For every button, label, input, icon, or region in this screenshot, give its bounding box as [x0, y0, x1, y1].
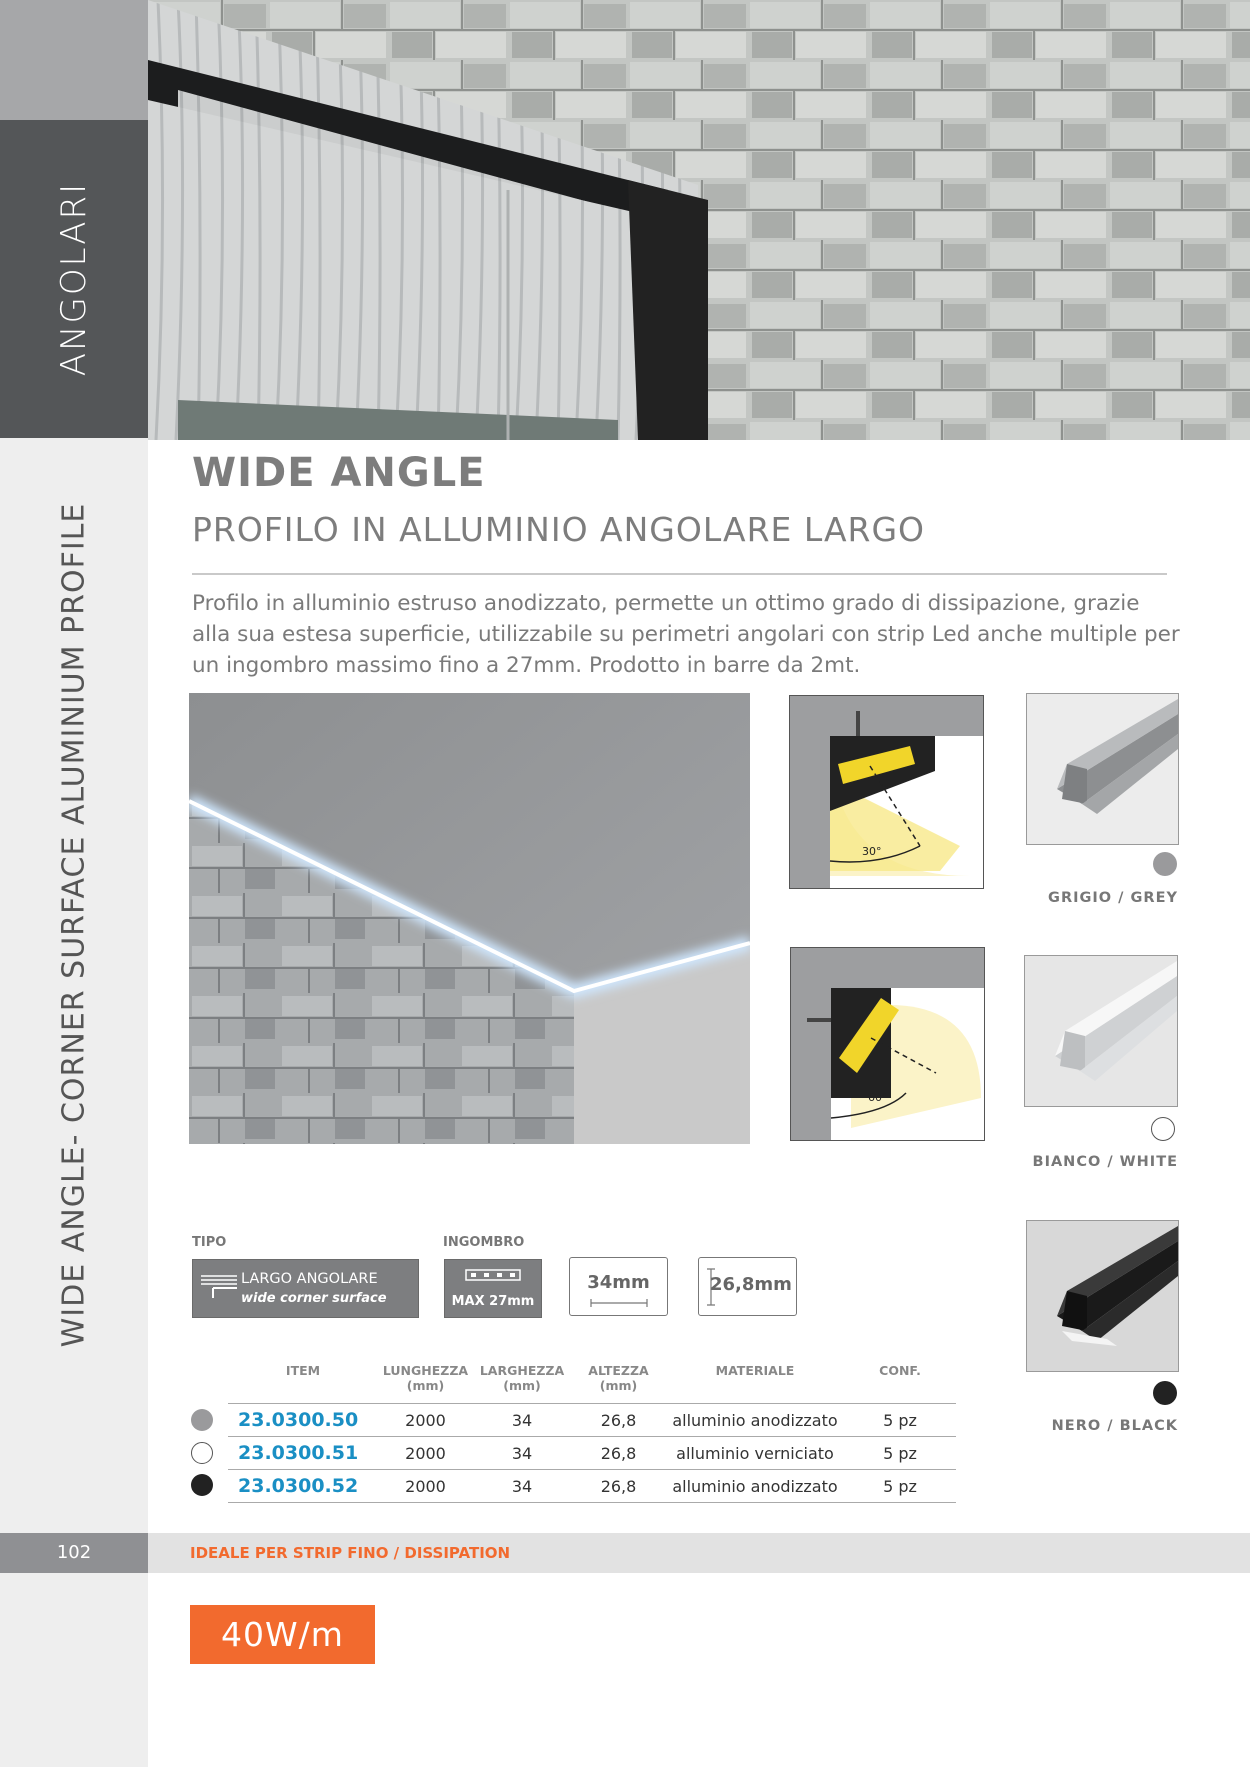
row-color-dot-grey [191, 1409, 213, 1431]
cell-altezza: 26,8 [571, 1470, 666, 1503]
color-label-grey: GRIGIO / GREY [1048, 890, 1178, 906]
sidebar-category-label: ANGOLARI [54, 181, 94, 377]
cell-materiale: alluminio verniciato [666, 1437, 844, 1470]
column-header: LUNGHEZZA (mm) [382, 1363, 469, 1393]
color-swatch-black [1153, 1381, 1177, 1405]
cell-altezza: 26,8 [571, 1437, 666, 1470]
product-table [228, 1363, 956, 1503]
diagram-angle-label: 30° [862, 845, 882, 858]
hero-photo [148, 0, 1250, 440]
product-subtitle: PROFILO IN ALLUMINIO ANGOLARE LARGO [192, 510, 926, 549]
power-badge: 40W/m [190, 1605, 375, 1664]
sidebar-top-block [0, 0, 148, 120]
column-header: CONF. [879, 1363, 921, 1378]
table-row [228, 1470, 956, 1503]
cell-materiale: alluminio anodizzato [666, 1470, 844, 1503]
header-divider [192, 573, 1167, 575]
ingombro-label: INGOMBRO [443, 1235, 525, 1250]
cell-lunghezza: 2000 [378, 1437, 473, 1470]
color-swatch-grey [1153, 852, 1177, 876]
row-color-dot-black [191, 1474, 213, 1496]
row-color-dot-white [191, 1442, 213, 1464]
item-code: 23.0300.52 [228, 1470, 378, 1503]
ideal-strip-text: IDEALE PER STRIP FINO / DISSIPATION [190, 1544, 511, 1562]
width-badge [569, 1257, 668, 1316]
product-description: Profilo in alluminio estruso anodizzato, permette un ottimo grado di dissipazione, grazie alla sua estesa superficie, utilizzabile su perimetri angolari con strip Led anche multiple per un ingombro massimo fino a 27mm. Prodotto in barre da 2mt. [192, 591, 1180, 678]
diagram-angle-label: 60° [868, 1091, 888, 1104]
width-value: 34mm [587, 1272, 650, 1293]
sidebar-vertical-title: WIDE ANGLE- CORNER SURFACE ALUMINIUM PROFILE [56, 502, 92, 1348]
ingombro-value: MAX 27mm [451, 1294, 535, 1309]
led-strip-icon [465, 1268, 521, 1282]
ingombro-badge [444, 1259, 542, 1318]
cell-altezza: 26,8 [571, 1404, 666, 1437]
color-label-white: BIANCO / WHITE [1032, 1154, 1178, 1170]
table-header-row [228, 1363, 956, 1404]
tipo-title: LARGO ANGOLARE [241, 1271, 378, 1287]
tipo-badge [192, 1259, 419, 1318]
item-code: 23.0300.51 [228, 1437, 378, 1470]
table-row [228, 1404, 956, 1437]
tipo-label: TIPO [192, 1235, 227, 1250]
column-header: ALTEZZA (mm) [588, 1363, 649, 1393]
cell-larghezza: 34 [473, 1470, 571, 1503]
corner-profile-icon [199, 1274, 239, 1304]
item-code: 23.0300.50 [228, 1404, 378, 1437]
table-row [228, 1437, 956, 1470]
tipo-subtitle: wide corner surface [241, 1291, 387, 1306]
height-value: 26,8mm [710, 1274, 792, 1295]
height-badge [698, 1257, 797, 1316]
color-label-black: NERO / BLACK [1051, 1418, 1178, 1434]
product-photo-white [1024, 955, 1178, 1107]
column-header: MATERIALE [715, 1363, 795, 1378]
column-header: ITEM [285, 1363, 321, 1378]
cell-lunghezza: 2000 [378, 1470, 473, 1503]
product-title: WIDE ANGLE [192, 450, 486, 496]
profile-diagram-60 [790, 947, 985, 1141]
color-swatch-white [1151, 1117, 1175, 1141]
product-photo-grey [1026, 693, 1179, 845]
page-number: 102 [56, 1542, 92, 1563]
column-header: LARGHEZZA (mm) [479, 1363, 565, 1393]
cell-larghezza: 34 [473, 1437, 571, 1470]
cell-conf: 5 pz [844, 1437, 956, 1470]
product-photo-black [1026, 1220, 1179, 1372]
profile-diagram-30 [789, 695, 984, 889]
width-dimension-icon [590, 1299, 648, 1307]
cell-conf: 5 pz [844, 1404, 956, 1437]
cell-materiale: alluminio anodizzato [666, 1404, 844, 1437]
room-photo [189, 693, 750, 1144]
cell-lunghezza: 2000 [378, 1404, 473, 1437]
cell-conf: 5 pz [844, 1470, 956, 1503]
cell-larghezza: 34 [473, 1404, 571, 1437]
